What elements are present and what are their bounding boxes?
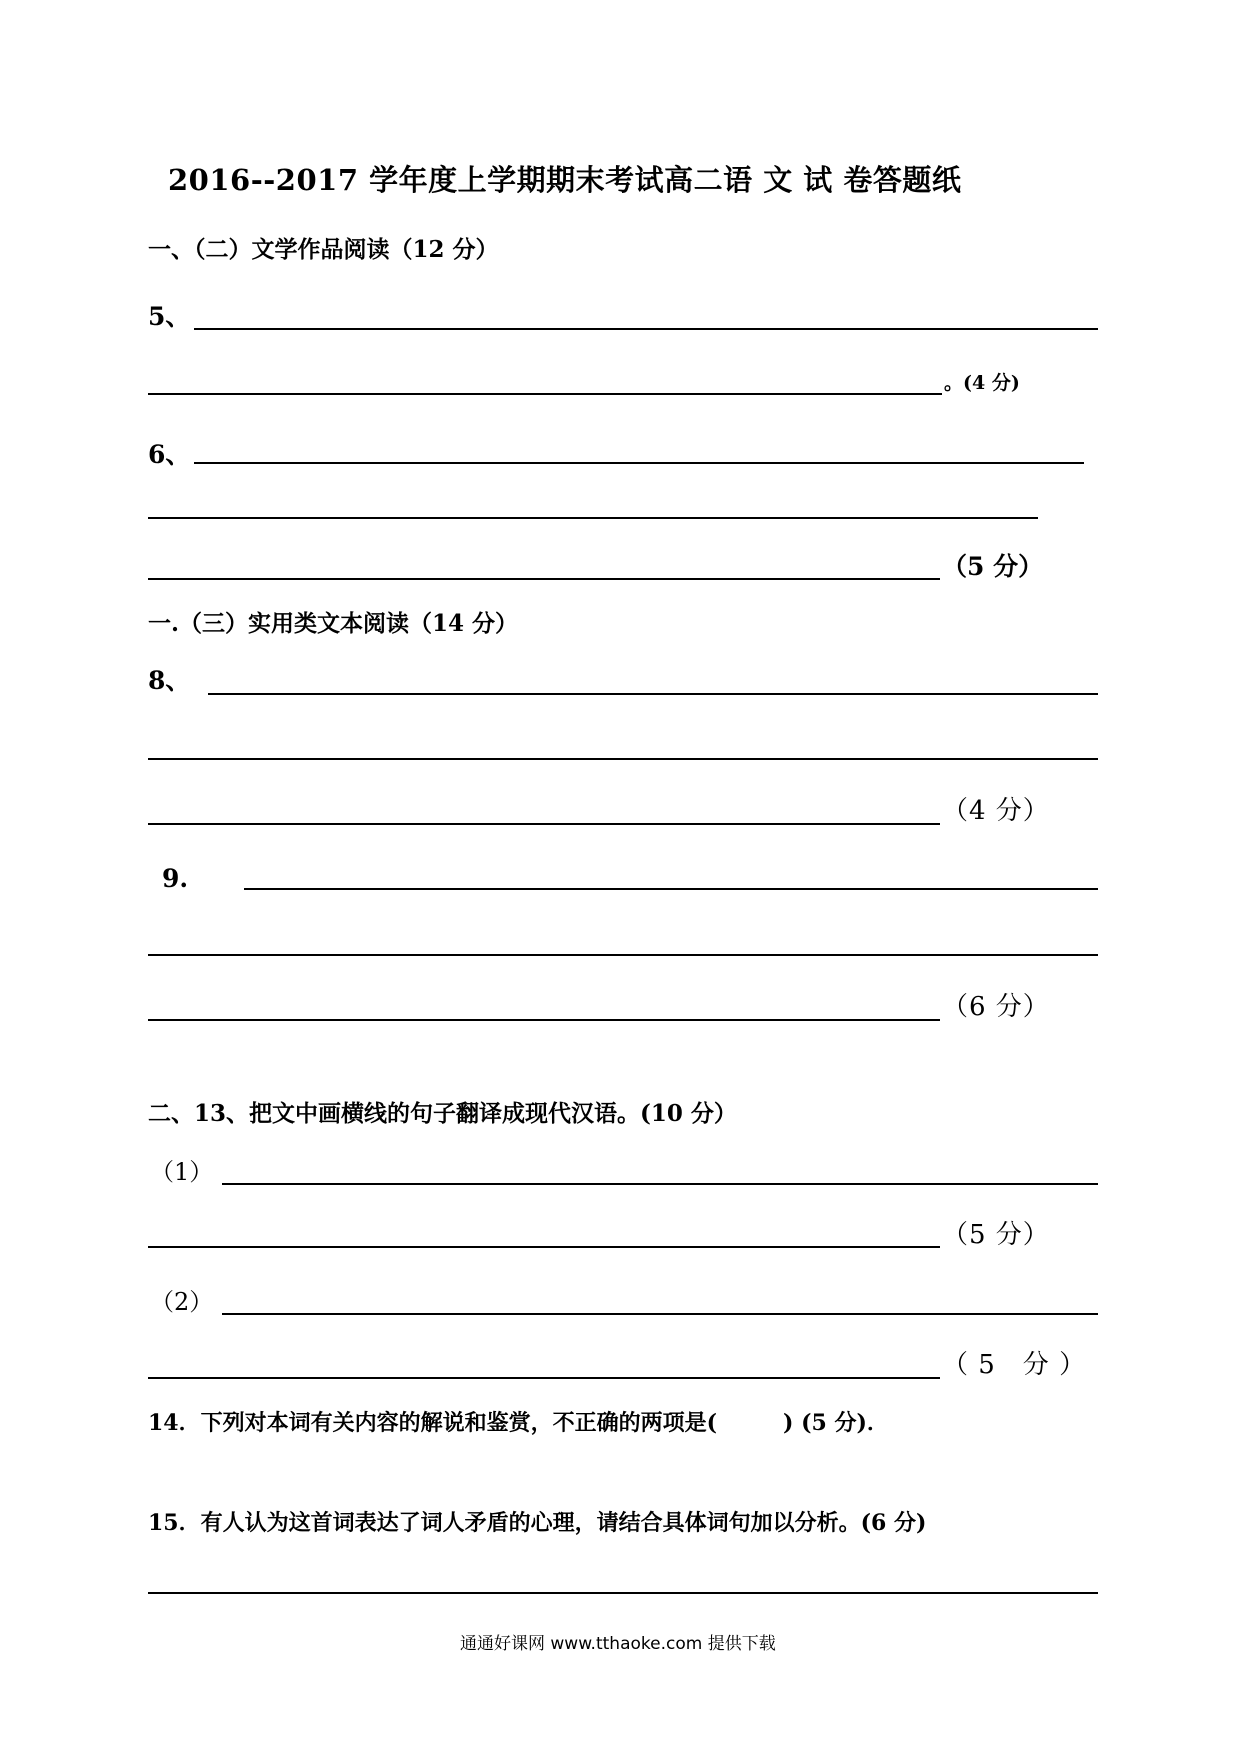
section-heading-translation: 二、13、把文中画横线的句子翻译成现代汉语。(10 分） [148, 1100, 737, 1127]
footer-watermark: 通通好课网 www.tthaoke.com 提供下载 [460, 1634, 776, 1654]
answer-line-q8-1[interactable] [208, 693, 1098, 695]
question-number-5: 5、 [148, 302, 191, 331]
answer-line-q13-1-1[interactable] [222, 1183, 1098, 1185]
points-q6: （5 分） [942, 552, 1044, 581]
question-number-8: 8、 [148, 666, 191, 695]
question-number-9: 9. [162, 864, 189, 893]
question-15: 15．有人认为这首词表达了词人矛盾的心理，请结合具体词句加以分析。(6 分) [148, 1510, 927, 1536]
points-q13-1: （5 分） [942, 1220, 1050, 1250]
points-q5: 。(4 分) [944, 372, 1020, 394]
answer-line-q6-3[interactable] [148, 578, 940, 580]
answer-line-q13-2-2[interactable] [148, 1377, 940, 1379]
section-heading-practical-reading: 一.（三）实用类文本阅读（14 分） [148, 610, 519, 637]
answer-line-q15-1[interactable] [148, 1592, 1098, 1594]
answer-line-q6-1[interactable] [194, 462, 1084, 464]
points-q13-2: （ 5 分 ） [942, 1350, 1087, 1380]
sub-question-13-2: （2） [150, 1288, 214, 1316]
answer-line-q9-3[interactable] [148, 1019, 940, 1021]
page-title: 2016--2017 学年度上学期期末考试高二语 文 试 卷答题纸 [168, 163, 962, 197]
answer-line-q9-1[interactable] [244, 888, 1098, 890]
points-q8: （4 分） [942, 796, 1050, 826]
answer-line-q5-1[interactable] [194, 328, 1098, 330]
sub-question-13-1: （1） [150, 1158, 214, 1186]
answer-line-q8-3[interactable] [148, 823, 940, 825]
answer-line-q9-2[interactable] [148, 954, 1098, 956]
question-number-6: 6、 [148, 440, 191, 469]
section-heading-literary-reading: 一、（二）文学作品阅读（12 分） [148, 236, 499, 263]
answer-line-q5-2[interactable] [148, 393, 942, 395]
answer-line-q8-2[interactable] [148, 758, 1098, 760]
answer-line-q13-1-2[interactable] [148, 1246, 940, 1248]
answer-line-q13-2-1[interactable] [222, 1313, 1098, 1315]
points-q9: （6 分） [942, 992, 1050, 1022]
question-14: 14．下列对本词有关内容的解说和鉴赏，不正确的两项是( ) (5 分)． [148, 1410, 889, 1436]
answer-line-q6-2[interactable] [148, 517, 1038, 519]
